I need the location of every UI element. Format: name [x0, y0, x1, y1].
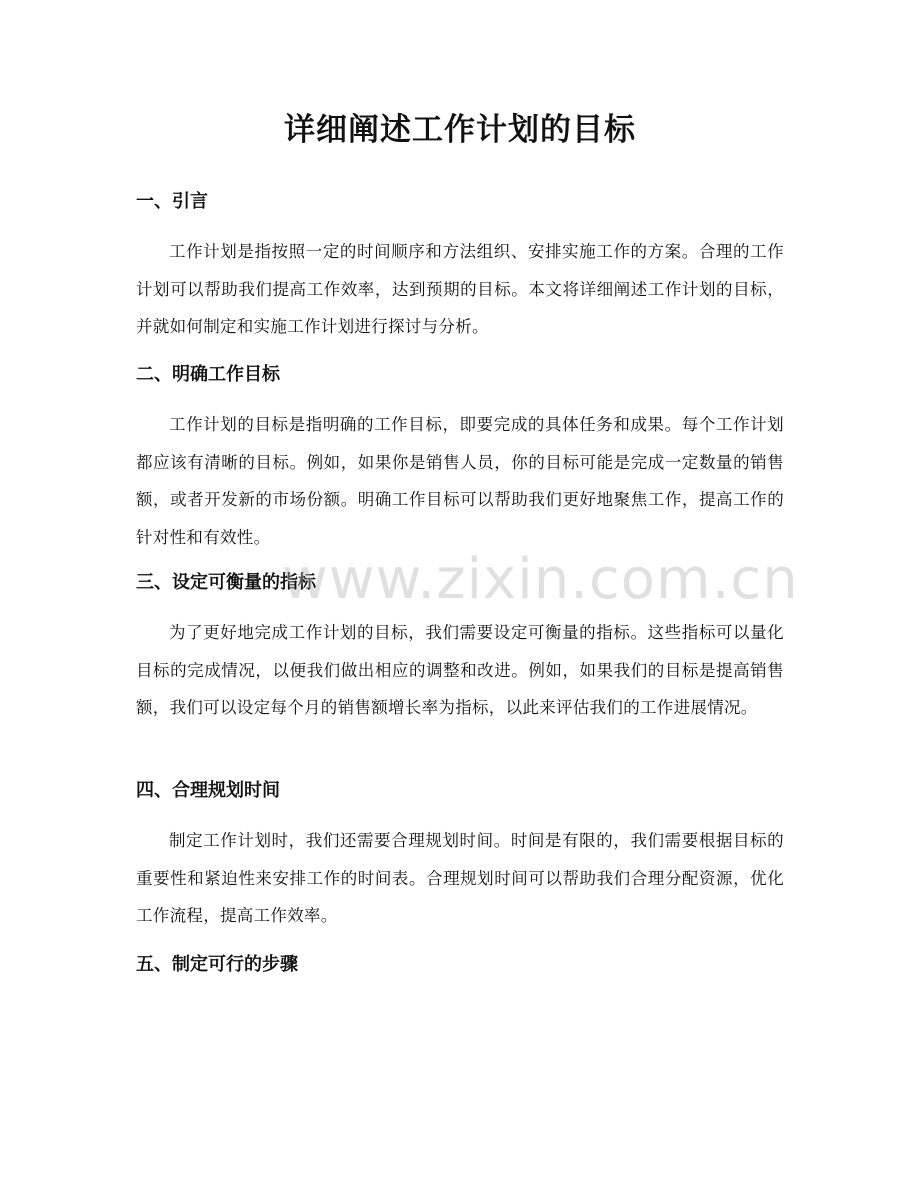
document-title: 详细阐述工作计划的目标 [284, 112, 636, 148]
section-heading-feasible-steps: 五、制定可行的步骤 [136, 954, 298, 975]
section-paragraph-introduction: 工作计划是指按照一定的时间顺序和方法组织、安排实施工作的方案。合理的工作计划可以帮助我们提高工作效率，达到预期的目标。本文将详细阐述工作计划的目标，并就如何制定和实施工作计划进行探讨与分析。 [136, 242, 784, 336]
section-paragraph-measurable-indicators: 为了更好地完成工作计划的目标，我们需要设定可衡量的指标。这些指标可以量化目标的完成情况，以便我们做出相应的调整和改进。例如，如果我们的目标是提高销售额，我们可以设定每个月的销售额增长率为指标，以此来评估我们的工作进展情况。 [136, 623, 784, 717]
section-paragraph-clear-goals: 工作计划的目标是指明确的工作目标，即要完成的具体任务和成果。每个工作计划都应该有清晰的目标。例如，如果你是销售人员，你的目标可能是完成一定数量的销售额，或者开发新的市场份额。明确工作目标可以帮助我们更好地聚焦工作，提高工作的针对性和有效性。 [136, 415, 784, 547]
section-heading-clear-goals: 二、明确工作目标 [136, 364, 280, 385]
section-paragraph-time-planning: 制定工作计划时，我们还需要合理规划时间。时间是有限的，我们需要根据目标的重要性和紧迫性来安排工作的时间表。合理规划时间可以帮助我们合理分配资源，优化工作流程，提高工作效率。 [136, 831, 784, 925]
watermark-text: www.zixin.com.cn [282, 547, 799, 612]
section-heading-measurable-indicators: 三、设定可衡量的指标 [136, 572, 316, 593]
section-heading-introduction: 一、引言 [136, 191, 208, 212]
section-heading-time-planning: 四、合理规划时间 [136, 780, 280, 801]
